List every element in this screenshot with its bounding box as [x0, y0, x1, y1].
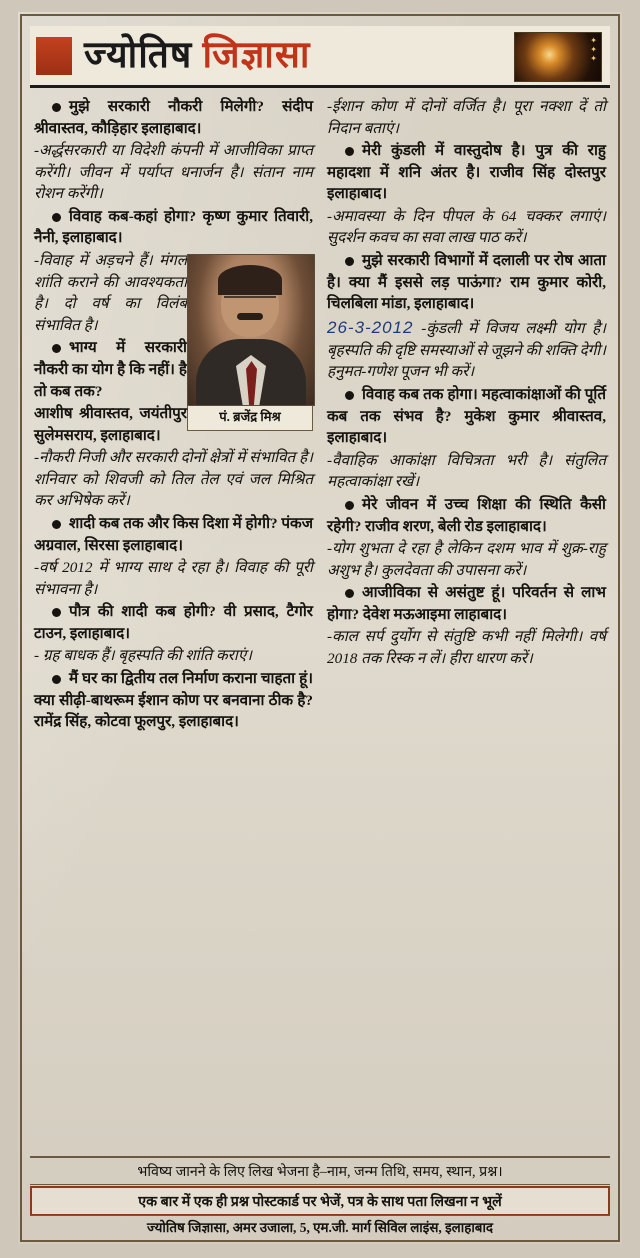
page-title: [84, 37, 310, 74]
zodiac-globe-logo-icon: [514, 32, 602, 82]
question-item: [327, 250, 606, 315]
portrait-mustache: [237, 313, 263, 320]
photo-caption: पं. ब्रजेंद्र मिश्र: [187, 406, 313, 430]
bullet-icon: [52, 103, 61, 112]
answer-item: -नौकरी निजी और सरकारी दोनों क्षेत्रों में संभावित है। शनिवार को शिवजी को तिल तेल एवं जल मिश्रित कर अभिषेक करें।: [34, 449, 313, 510]
bullet-icon: [52, 608, 61, 617]
answer-item: -अमावस्या के दिन पीपल के 64 चक्कर लगाएं। सुदर्शन कवच का सवा लाख पाठ करें।: [327, 207, 606, 247]
footer-address: ज्योतिष जिज्ञासा, अमर उजाला, 5, एम.जी. मार्ग सिविल लाइंस, इलाहाबाद: [30, 1215, 610, 1238]
masthead-accent-bar: [36, 37, 72, 75]
answer-item: -अर्द्धसरकारी या विदेशी कंपनी में आजीविका प्राप्त करेंगी। जीवन में पर्याप्त धनार्जन है। संतान नाम रोशन करेंगी।: [34, 142, 313, 203]
question-text: मुझे सरकारी नौकरी मिलेगी? संदीप श्रीवास्तव, कौड़िहार इलाहाबाद।: [34, 98, 313, 137]
bullet-icon: [52, 520, 61, 529]
question-item: [34, 668, 313, 733]
question-item: [34, 513, 313, 556]
bullet-icon: [345, 257, 354, 266]
sparkle-icon: ✦ ✦ ✦: [590, 36, 597, 63]
masthead-title-part2: जिज्ञासा: [202, 35, 311, 76]
question-item: [327, 384, 606, 449]
bullet-icon: [345, 147, 354, 156]
astrologer-photo-block: [187, 254, 313, 430]
question-text: आशीष श्रीवास्तव, जयंतीपुर सुलेमसराय, इलाहाबाद।: [34, 405, 187, 444]
answer-item: -वैवाहिक आकांक्षा विचित्रता भरी है। संतुलित महत्वाकांक्षा रखें।: [327, 451, 606, 491]
handwritten-date-annotation: 26-3-2012: [327, 317, 414, 337]
question-item: [327, 582, 606, 625]
bullet-icon: [52, 213, 61, 222]
left-column: [34, 96, 313, 1148]
question-text: आजीविका से असंतुष्ट हूं। परिवर्तन से लाभ होगा? देवेश मऊआइमा लाहाबाद।: [327, 584, 606, 623]
question-text: भाग्य में सरकारी नौकरी का योग है कि नहीं। है तो कब तक?: [34, 339, 187, 400]
bullet-icon: [52, 344, 61, 353]
bullet-icon: [345, 391, 354, 400]
masthead: [30, 26, 610, 88]
question-text: मेरे जीवन में उच्च शिक्षा की स्थिति कैसी रहेगी? राजीव शरण, बेली रोड इलाहाबाद।: [327, 495, 606, 535]
portrait-glasses: [224, 296, 276, 310]
question-text: पौत्र की शादी कब होगी? वी प्रसाद, टैगोर टाउन, इलाहाबाद।: [34, 603, 313, 642]
portrait-hair: [218, 265, 282, 295]
astrologer-portrait: [187, 254, 315, 406]
answer-item: -योग शुभता दे रहा है लेकिन दशम भाव में शुक्र-राहु अशुभ है। कुलदेवता की उपासना करें।: [327, 540, 606, 579]
answer-text: -कुंडली में विजय लक्ष्मी योग है। बृहस्पति की दृष्टि समस्याओं से जूझने की शक्ति देगी। हनुमत-गणेश पूजन भी करें।: [327, 319, 606, 381]
right-column: [327, 96, 606, 1148]
question-text: विवाह कब-कहां होगा? कृष्ण कुमार तिवारी, नैनी, इलाहाबाद।: [34, 207, 313, 247]
bullet-icon: [52, 675, 61, 684]
masthead-title-part1: ज्योतिष: [84, 35, 203, 76]
answer-item: - ग्रह बाधक हैं। बृहस्पति की शांति कराएं।: [34, 647, 252, 665]
answer-item: -विवाह में अड़चने हैं। मंगल शांति कराने की आवश्यकता है। दो वर्ष का विलंब संभावित है।: [34, 252, 187, 334]
bullet-icon: [345, 501, 354, 510]
footer-instruction-1: भविष्य जानने के लिए लिख भेजना है–नाम, जन्म तिथि, समय, स्थान, प्रश्न।: [30, 1156, 610, 1185]
question-item: [34, 96, 313, 139]
answer-item: -ईशान कोण में दोनों वर्जित है। पूरा नक्शा दें तो निदान बताएं।: [327, 98, 606, 137]
answer-item: [327, 316, 606, 383]
question-text: मुझे सरकारी विभागों में दलाली पर रोष आता है। क्या मैं इससे लड़ पाऊंगा? राम कुमार कोरी, चिलबिला मांडा, इलाहाबाद।: [327, 252, 606, 313]
question-text: विवाह कब तक होगा। महत्वाकांक्षाओं की पूर्ति कब तक संभव है? मुकेश कुमार श्रीवास्तव, इलाहाबाद।: [327, 386, 606, 447]
question-item: [34, 206, 313, 249]
question-text: मैं घर का द्वितीय तल निर्माण कराना चाहता हूं। क्या सीढ़ी-बाथरूम ईशान कोण पर बनवाना ठीक है? रामेंद्र सिंह, कोटवा फूलपुर, इलाहाबाद।: [34, 670, 313, 731]
question-text: शादी कब तक और किस दिशा में होगी? पंकज अग्रवाल, सिरसा इलाहाबाद।: [34, 514, 313, 554]
footer-instruction-2: एक बार में एक ही प्रश्न पोस्टकार्ड पर भेजें, पत्र के साथ पता लिखना न भूलें: [30, 1186, 610, 1216]
answer-item: -वर्ष 2012 में भाग्य साथ दे रहा है। विवाह की पूरी संभावना है।: [34, 559, 313, 598]
question-item: [34, 601, 313, 644]
article-columns: [34, 96, 606, 1148]
answer-item: -काल सर्प दुर्योग से संतुष्टि कभी नहीं मिलेगी। वर्ष 2018 तक रिस्क न लें। हीरा धारण करें।: [327, 628, 606, 667]
bullet-icon: [345, 589, 354, 598]
question-item: [327, 494, 606, 537]
question-text: मेरी कुंडली में वास्तुदोष है। पुत्र की राहु महादशा में शनि अंतर है। राजीव सिंह दोस्तपुर इलाहाबाद।: [327, 142, 606, 203]
question-item: [327, 140, 606, 205]
